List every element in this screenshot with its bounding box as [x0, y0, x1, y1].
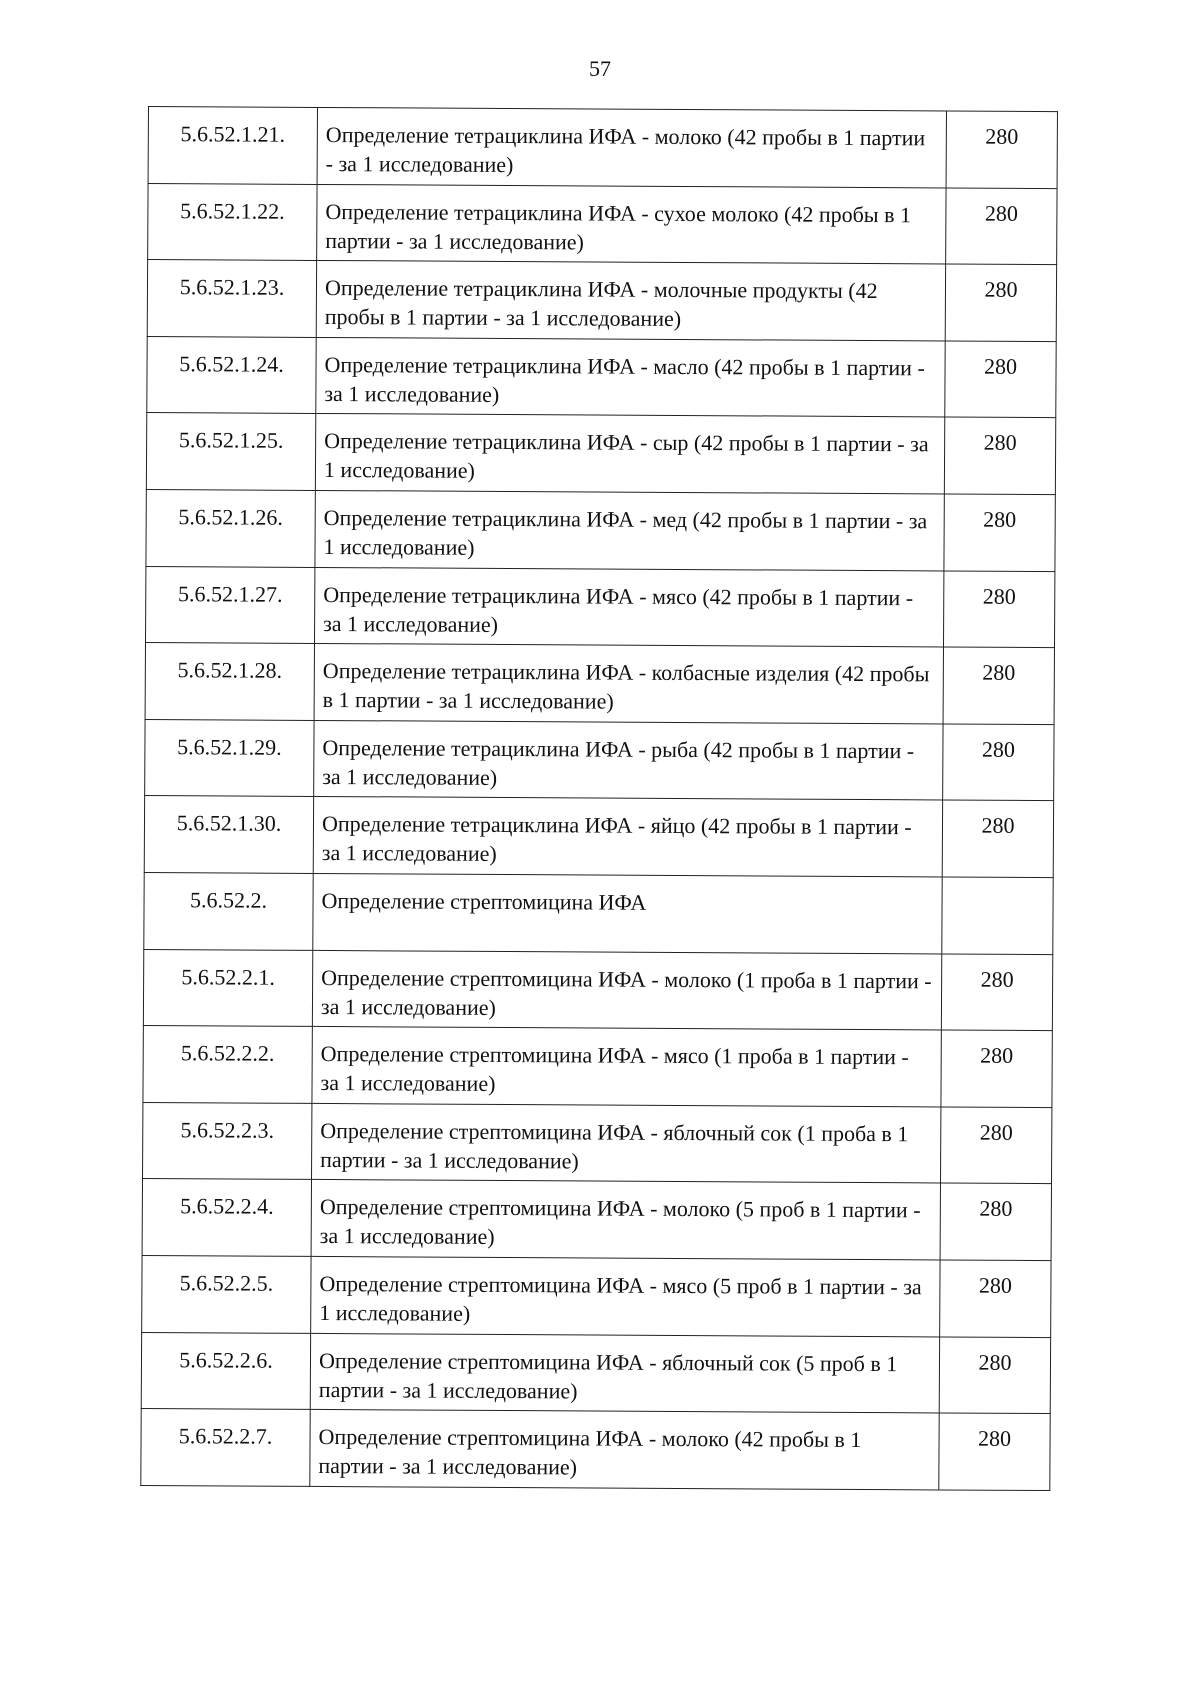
item-description: Определение стрептомицина ИФА - молоко (1 проба в 1 партии - за 1 исследование)	[312, 950, 941, 1030]
table-row	[141, 1332, 1050, 1414]
item-code: 5.6.52.2.	[144, 872, 313, 950]
item-price: 280	[946, 188, 1057, 265]
page-number: 57	[589, 56, 611, 81]
table-row	[143, 1102, 1052, 1184]
item-description: Определение тетрациклина ИФА - сыр (42 пробы в 1 партии - за 1 исследование)	[315, 414, 944, 494]
item-description: Определение тетрациклина ИФА - сухое молоко (42 пробы в 1 партии - за 1 исследование)	[317, 184, 946, 264]
item-price: 280	[943, 571, 1054, 648]
item-price: 280	[939, 1413, 1050, 1490]
item-price: 280	[944, 494, 1055, 571]
item-code: 5.6.52.1.22.	[148, 183, 317, 261]
item-price: 280	[943, 724, 1054, 801]
table-row	[142, 1179, 1051, 1261]
item-description: Определение тетрациклина ИФА - мясо (42 пробы в 1 партии - за 1 исследование)	[315, 567, 944, 647]
item-code: 5.6.52.1.23.	[147, 260, 316, 338]
item-price: 280	[944, 417, 1055, 494]
item-description: Определение тетрациклина ИФА - молочные продукты (42 пробы в 1 партии - за 1 исследование)	[316, 261, 945, 341]
item-code: 5.6.52.2.5.	[142, 1255, 311, 1333]
item-code: 5.6.52.1.25.	[146, 413, 315, 491]
item-price: 280	[945, 264, 1056, 341]
table-row	[143, 949, 1052, 1031]
table-row	[142, 1255, 1051, 1337]
item-code: 5.6.52.2.6.	[141, 1332, 310, 1410]
table-row	[145, 719, 1054, 801]
item-description: Определение стрептомицина ИФА - мясо (1 проба в 1 партии - за 1 исследование)	[312, 1027, 941, 1107]
item-code: 5.6.52.2.7.	[141, 1409, 310, 1487]
item-code: 5.6.52.1.21.	[148, 107, 317, 185]
item-description: Определение стрептомицина ИФА - молоко (42 пробы в 1 партии - за 1 исследование)	[310, 1410, 939, 1490]
item-price: 280	[941, 1030, 1052, 1107]
item-code: 5.6.52.1.28.	[145, 643, 314, 721]
item-description: Определение стрептомицина ИФА - яблочный сок (5 проб в 1 партии - за 1 исследование)	[310, 1333, 939, 1413]
item-price: 280	[945, 341, 1056, 418]
item-price: 280	[941, 953, 1052, 1030]
table-row	[144, 796, 1053, 878]
item-description: Определение тетрациклина ИФА - мед (42 пробы в 1 партии - за 1 исследование)	[315, 490, 944, 570]
item-code: 5.6.52.2.1.	[143, 949, 312, 1027]
table-row	[148, 183, 1057, 265]
item-description: Определение тетрациклина ИФА - рыба (42 пробы в 1 партии - за 1 исследование)	[314, 720, 943, 800]
item-price: 280	[943, 647, 1054, 724]
table-row	[141, 1409, 1050, 1491]
item-price: 280	[940, 1107, 1051, 1184]
item-description: Определение стрептомицина ИФА	[313, 873, 942, 953]
item-description: Определение стрептомицина ИФА - яблочный сок (1 проба в 1 партии - за 1 исследование)	[312, 1103, 941, 1183]
item-code: 5.6.52.2.4.	[142, 1179, 311, 1257]
item-code: 5.6.52.2.3.	[143, 1102, 312, 1180]
item-price	[942, 877, 1053, 954]
table-row	[146, 489, 1055, 571]
item-code: 5.6.52.1.26.	[146, 489, 315, 567]
table-row	[143, 1026, 1052, 1108]
item-price: 280	[940, 1260, 1051, 1337]
table-row	[147, 336, 1056, 418]
item-description: Определение стрептомицина ИФА - мясо (5 проб в 1 партии - за 1 исследование)	[311, 1256, 940, 1336]
table-row	[146, 566, 1055, 648]
item-code: 5.6.52.1.29.	[145, 719, 314, 797]
table-row	[147, 260, 1056, 342]
table-row	[144, 872, 1053, 954]
item-description: Определение стрептомицина ИФА - молоко (5 проб в 1 партии - за 1 исследование)	[311, 1180, 940, 1260]
table-row	[145, 643, 1054, 725]
item-code: 5.6.52.1.30.	[144, 796, 313, 874]
item-code: 5.6.52.1.24.	[147, 336, 316, 414]
item-price: 280	[946, 111, 1057, 188]
item-description: Определение тетрациклина ИФА - колбасные изделия (42 пробы в 1 партии - за 1 исследование)	[314, 644, 943, 724]
item-description: Определение тетрациклина ИФА - яйцо (42 пробы в 1 партии - за 1 исследование)	[313, 797, 942, 877]
price-table	[140, 106, 1058, 1491]
table-row	[146, 413, 1055, 495]
table-row	[148, 107, 1057, 189]
item-code: 5.6.52.2.2.	[143, 1026, 312, 1104]
item-price: 280	[939, 1336, 1050, 1413]
item-description: Определение тетрациклина ИФА - масло (42 пробы в 1 партии - за 1 исследование)	[316, 337, 945, 417]
item-price: 280	[940, 1183, 1051, 1260]
item-price: 280	[942, 800, 1053, 877]
item-description: Определение тетрациклина ИФА - молоко (42 пробы в 1 партии - за 1 исследование)	[317, 107, 946, 187]
item-code: 5.6.52.1.27.	[146, 566, 315, 644]
